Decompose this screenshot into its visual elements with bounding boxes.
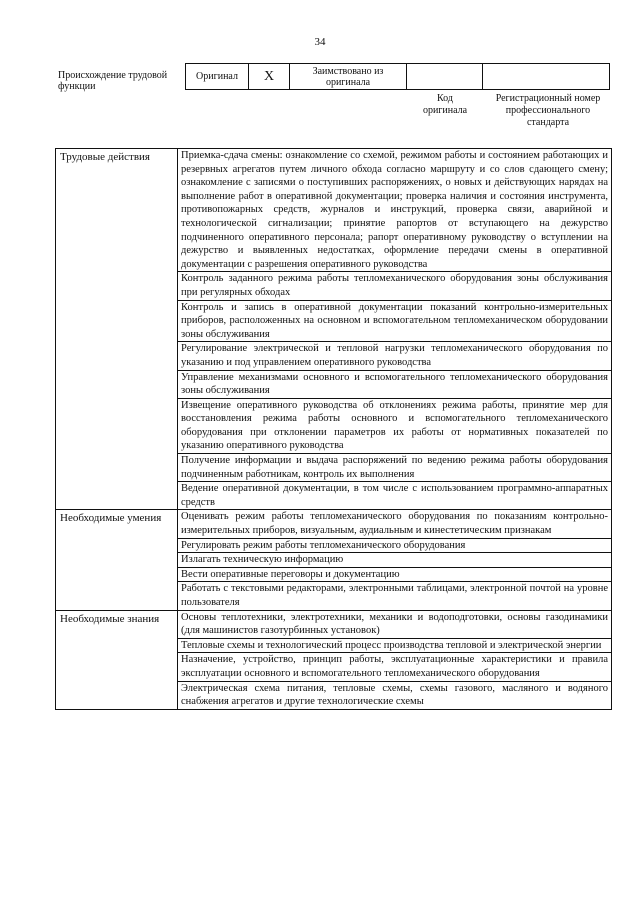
reg-number-label: Регистрационный номер профессионального стандарта (495, 93, 601, 128)
knowledge-item: Тепловые схемы и технологический процесс производства тепловой и электрической энергии (178, 638, 612, 653)
category-actions: Трудовые действия (56, 149, 178, 510)
action-item: Управление механизмами основного и вспомогательного тепломеханического оборудования зоны обслуживания (178, 370, 612, 398)
origin-label: Происхождение трудовой функции (58, 70, 168, 92)
original-cell: Оригинал (186, 64, 249, 90)
action-item: Контроль и запись в оперативной документации показаний контрольно-измерительных приборов, расположенных на основном и вспомогательном тепломеханическом оборудовании зоны обслуживания (178, 300, 612, 342)
action-item: Получение информации и выдача распоряжений по ведению режима работы оборудования подчиненным работникам, контроль их выполнения (178, 454, 612, 482)
skill-item: Работать с текстовыми редакторами, электронными таблицами, электронной почтой на уровне пользователя (178, 582, 612, 610)
reg-number-cell (483, 64, 610, 90)
action-item: Ведение оперативной документации, в том числе с использованием программно-аппаратных средств (178, 482, 612, 510)
category-skills: Необходимые умения (56, 510, 178, 610)
action-item: Приемка-сдача смены: ознакомление со схемой, режимом работы и состоянием работающих и резервных агрегатов путем личного обхода согласно маршруту и со слов сдающего смену; ознакомление с записями о поступивших распоряжениях, о новых и действующих нарядах на выполнение работ в оперативной документации; проверка наличия и состояния инструмента, противопожарных средств, журналов и инструкций, проверка связи, аварийной и технологической сигнализации; принятие рапортов от вступающего на дежурство подчиненного оперативного персонала; рапорт оперативному руководству о вступлении на дежурство и выявленных недостатках, оформление передачи смены в оперативной документации с разрешения оперативного руководства (178, 149, 612, 272)
skill-item: Оценивать режим работы тепломеханического оборудования по показаниям контрольно-измерительных приборов, визуальным, аудиальным и кинестетическим признакам (178, 510, 612, 538)
knowledge-item: Электрическая схема питания, тепловые схемы, схемы газового, масляного и водяного снабжения агрегатов и другие технологические схемы (178, 681, 612, 709)
code-label: Код оригинала (422, 93, 468, 116)
code-cell (407, 64, 483, 90)
skill-item: Излагать техническую информацию (178, 553, 612, 568)
original-mark: X (249, 64, 290, 90)
category-knowledge: Необходимые знания (56, 610, 178, 709)
action-item: Извещение оперативного руководства об отклонениях режима работы, принятие мер для восстановления режима работы основного и вспомогательного тепломеханического оборудования при отклонении параметров их работы от нормативных показателей по указанию оперативного руководства (178, 398, 612, 453)
action-item: Регулирование электрической и тепловой нагрузки тепломеханического оборудования по указанию и под управлением оперативного руководства (178, 342, 612, 370)
skill-item: Регулировать режим работы тепломеханического оборудования (178, 538, 612, 553)
origin-table (185, 63, 610, 90)
knowledge-item: Основы теплотехники, электротехники, механики и водоподготовки, основы газодинамики (для машинистов газотурбинных установок) (178, 610, 612, 638)
borrowed-cell: Заимствовано из оригинала (290, 64, 407, 90)
knowledge-item: Назначение, устройство, принцип работы, эксплуатационные характеристики и правила эксплуатации основного и вспомогательного тепломеханического оборудования (178, 653, 612, 681)
action-item: Контроль заданного режима работы тепломеханического оборудования зоны обслуживания при регулярных обходах (178, 272, 612, 300)
skill-item: Вести оперативные переговоры и документацию (178, 567, 612, 582)
function-table (55, 148, 612, 710)
page-number: 34 (314, 36, 326, 48)
